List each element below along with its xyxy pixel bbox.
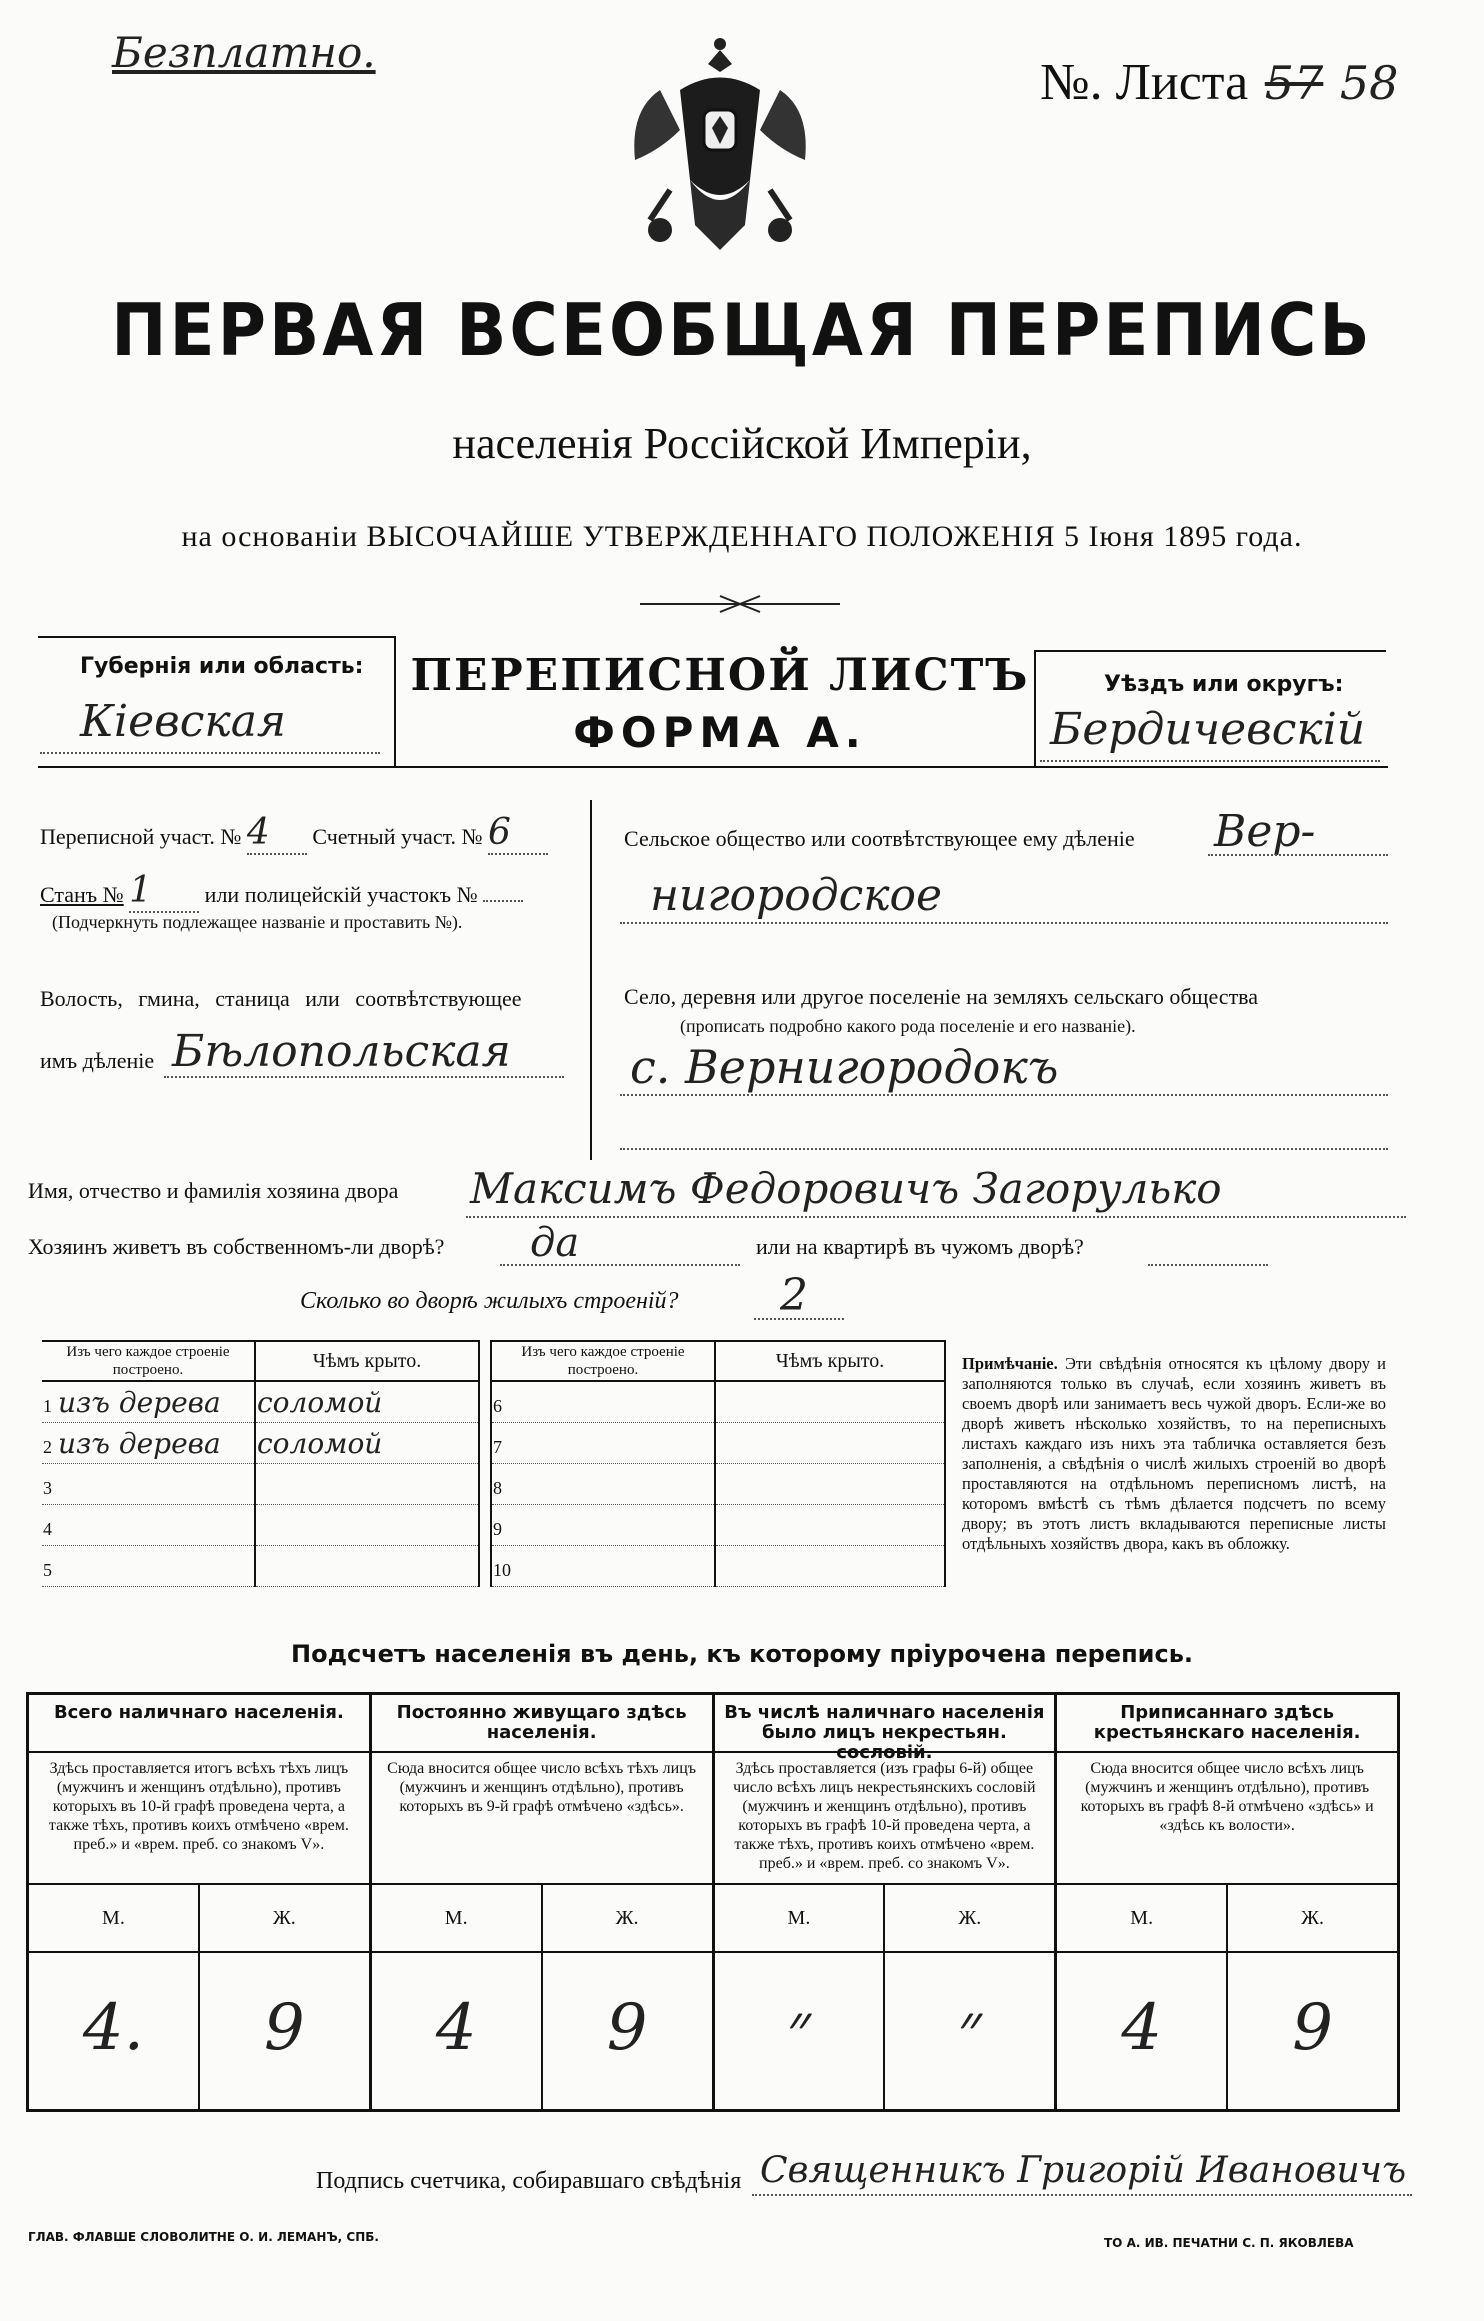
buildings-table-right: [490, 1340, 946, 1587]
building-roof: [715, 1381, 945, 1423]
count-table: [26, 1692, 1400, 2112]
building-material-cell: [491, 1464, 715, 1505]
sheet-label: №. Листа: [1040, 54, 1249, 111]
female-count: ״: [957, 1991, 982, 2065]
building-roof: [715, 1546, 945, 1587]
volost-label-2: имъ дѣленіе: [40, 1048, 155, 1073]
census-area-label: Переписной участ. №: [40, 824, 242, 849]
building-number: 8: [493, 1477, 502, 1498]
society-line-2: [620, 922, 1388, 924]
ornament-divider: [640, 592, 840, 616]
building-roof: [255, 1464, 479, 1505]
signature-value: Священникъ Григорій Ивановичъ: [760, 2150, 1407, 2191]
building-number: 2: [43, 1436, 52, 1457]
form-subtitle: ФОРМА А.: [573, 708, 867, 757]
note: [962, 1354, 1386, 1554]
female-count: 9: [606, 1991, 648, 2065]
building-row: [42, 1505, 479, 1546]
building-roof: [715, 1505, 945, 1546]
male-label: М.: [1057, 1885, 1228, 1951]
count-column: [29, 1695, 372, 2109]
rule: [394, 636, 396, 766]
building-row: [491, 1381, 945, 1423]
count-column-desc: Здѣсь проставляется (изъ графы 6-й) общее число всѣхъ лицъ некрестьянскихъ сословій (мужчинъ и женщинъ отдѣльно), противъ которыхъ въ графѣ 10-й проведена черта, а также тѣхъ, противъ коихъ отмѣчено «врем. преб.» и «врем. преб. со знакомъ V».: [715, 1753, 1055, 1885]
owner-name-line: [466, 1216, 1406, 1218]
building-material-cell: [42, 1546, 255, 1587]
own-yard-line: [500, 1264, 740, 1266]
district-line: [1040, 760, 1380, 762]
rule: [1034, 650, 1036, 768]
col-material-right: Изъ чего каждое строеніе построено.: [491, 1341, 715, 1381]
male-label: М.: [372, 1885, 543, 1951]
province-line: [40, 752, 380, 754]
society-line-1: [1208, 854, 1388, 856]
building-material-cell: [42, 1381, 255, 1423]
census-area: [40, 812, 548, 855]
imperial-eagle-emblem: [620, 30, 820, 270]
page-title: ПЕРВАЯ ВСЕОБЩАЯ ПЕРЕПИСЬ: [111, 288, 1373, 373]
village-label: Село, деревня или другое поселеніе на земляхъ сельскаго общества: [624, 984, 1259, 1009]
building-row: [42, 1423, 479, 1464]
owner-name-value: Максимъ Федоровичъ Загорулько: [470, 1164, 1222, 1213]
building-row: [42, 1464, 479, 1505]
signature-line: [752, 2194, 1412, 2196]
female-count: 9: [263, 1991, 305, 2065]
stan-value: 1: [129, 870, 199, 913]
rented-label: или на квартирѣ въ чужомъ дворѣ?: [756, 1234, 1084, 1259]
building-number: 7: [493, 1436, 502, 1457]
male-count: ״: [715, 1953, 886, 2109]
building-number: 4: [43, 1518, 52, 1539]
census-area-value: 4: [247, 812, 307, 855]
count-column: [1057, 1695, 1397, 2109]
printer-right: ТО А. ИВ. ПЕЧАТНИ С. П. ЯКОВЛЕВА: [1104, 2236, 1354, 2250]
building-row: [491, 1423, 945, 1464]
buildings-label: Сколько во дворѣ жилыхъ строеній?: [300, 1288, 679, 1314]
society-value-2: нигородское: [650, 870, 943, 921]
count-column-desc: Здѣсь проставляется итогъ всѣхъ тѣхъ лицъ (мужчинъ и женщинъ отдѣльно), противъ которыхъ въ 10-й графѣ проведена черта, а также тѣхъ, противъ коихъ отмѣчено «врем. преб.» и «врем. преб. со знакомъ V».: [29, 1753, 369, 1885]
col-material: Изъ чего каждое строеніе построено.: [42, 1341, 255, 1381]
province-value: Кіевская: [80, 696, 287, 747]
province-label: Губернія или область:: [80, 654, 364, 679]
female-count: 9: [1292, 1991, 1333, 2065]
col-roof-right: Чѣмъ крыто.: [715, 1341, 945, 1381]
building-material-cell: [491, 1423, 715, 1464]
own-yard-value: да: [530, 1220, 580, 1266]
female-label: Ж.: [272, 1907, 296, 1929]
count-column-desc: Сюда вносится общее число всѣхъ тѣхъ лицъ (мужчинъ и женщинъ отдѣльно), противъ которыхъ въ 9-й графѣ отмѣчено «здѣсь».: [372, 1753, 712, 1885]
village-line-2: [620, 1148, 1388, 1150]
building-number: 1: [43, 1395, 52, 1416]
building-row: [491, 1546, 945, 1587]
count-column-title: Постоянно живущаго здѣсь населенія.: [372, 1695, 712, 1753]
building-number: 5: [43, 1559, 52, 1580]
building-material-cell: [491, 1381, 715, 1423]
building-material: изъ дерева: [58, 1385, 221, 1419]
village-note: (прописать подробно какого рода поселеніе и его названіе).: [680, 1016, 1136, 1036]
buildings-line: [754, 1318, 844, 1320]
rented-line: [1148, 1264, 1268, 1266]
society-label: Сельское общество или соотвѣтствующее ему дѣленіе: [624, 826, 1135, 851]
count-column-title: Всего наличнаго населенія.: [29, 1695, 369, 1753]
male-label: М.: [29, 1885, 200, 1951]
building-roof: соломой: [255, 1423, 479, 1464]
sheet-number: [1040, 52, 1398, 112]
building-row: [42, 1381, 479, 1423]
col-roof: Чѣмъ крыто.: [255, 1341, 479, 1381]
signature-label: Подпись счетчика, собиравшаго свѣдѣнія: [316, 2168, 742, 2194]
building-number: 6: [493, 1395, 502, 1416]
stan-note: (Подчеркнуть подлежащее названіе и проставить №).: [52, 912, 463, 932]
count-column-title: Приписаннаго здѣсь крестьянскаго населенія.: [1057, 1695, 1397, 1753]
building-material-cell: [42, 1423, 255, 1464]
building-material-cell: [491, 1505, 715, 1546]
village-line-1: [620, 1094, 1388, 1096]
female-label: Ж.: [615, 1907, 639, 1929]
sheet-number-handwritten: 58: [1339, 56, 1399, 110]
male-count: 4.: [29, 1953, 200, 2109]
form-title: ПЕРЕПИСНОЙ ЛИСТЪ: [410, 650, 1030, 701]
volost-value: Бѣлопольская: [172, 1026, 511, 1077]
society-value-1: Вер-: [1214, 806, 1316, 857]
count-column: [372, 1695, 715, 2109]
printer-left: ГЛАВ. ФЛАВШЕ СЛОВОЛИТНЕ О. И. ЛЕМАНЪ, СПБ.: [28, 2230, 379, 2244]
building-number: 3: [43, 1477, 52, 1498]
note-text: Эти свѣдѣнія относятся къ цѣлому двору и заполняются только въ случаѣ, если хозяинъ живетъ въ своемъ дворѣ или занимаетъ весь чужой дворъ. Если-же во дворѣ живетъ нѣсколько хозяйствъ, то на переписныхъ листахъ каждаго изъ нихъ эта табличка оставляется безъ заполненія, а свѣдѣнія о числѣ жилыхъ строеній во дворѣ проставляются на отдѣльномъ переписномъ листѣ, на которомъ вмѣстѣ съ тѣмъ дѣлается подсчетъ по всему двору; въ этотъ листъ вкладываются переписные листы отдѣльныхъ хозяйствъ двора, какъ въ обложку.: [962, 1354, 1386, 1553]
own-yard-label: Хозяинъ живетъ въ собственномъ-ли дворѣ?: [28, 1234, 445, 1259]
male-count: 4: [372, 1953, 543, 2109]
legal-basis: на основаніи ВЫСОЧАЙШЕ УТВЕРЖДЕННАГО ПОЛОЖЕНІЯ 5 Іюня 1895 года.: [181, 520, 1303, 553]
rule: [38, 766, 1388, 768]
building-roof: [715, 1464, 945, 1505]
rule: [590, 800, 592, 1160]
free-label: Безплатно.: [112, 28, 376, 77]
building-row: [491, 1464, 945, 1505]
building-roof: соломой: [255, 1381, 479, 1423]
building-roof: [255, 1505, 479, 1546]
buildings-value: 2: [780, 1270, 808, 1321]
male-count: 4: [1057, 1953, 1228, 2109]
building-material-cell: [42, 1464, 255, 1505]
building-number: 9: [493, 1518, 502, 1539]
volost-label: Волость, гмина, станица или соотвѣтствующее: [40, 986, 522, 1011]
female-label: Ж.: [958, 1907, 982, 1929]
count-area-label: Счетный участ. №: [312, 824, 483, 849]
subtitle: населенія Россійской Имперіи,: [452, 419, 1032, 468]
stan-row: [40, 870, 523, 913]
note-title: Примѣчаніе.: [962, 1354, 1058, 1373]
buildings-table-left: [42, 1340, 480, 1587]
village-value: с. Вернигородокъ: [630, 1040, 1059, 1094]
district-label: Уѣздъ или округъ:: [1104, 672, 1344, 697]
building-number: 10: [493, 1559, 511, 1580]
count-column-title: Въ числѣ наличнаго населенія было лицъ некрестьян. сословій.: [715, 1695, 1055, 1753]
building-material-cell: [42, 1505, 255, 1546]
count-area-value: 6: [488, 812, 548, 855]
building-material: изъ дерева: [58, 1426, 221, 1460]
sheet-number-crossed: 57: [1264, 56, 1324, 110]
female-label: Ж.: [1301, 1907, 1325, 1929]
building-row: [42, 1546, 479, 1587]
stan-label: Станъ №: [40, 882, 124, 907]
district-value: Бердичевскій: [1050, 704, 1366, 755]
building-row: [491, 1505, 945, 1546]
rule: [1034, 650, 1386, 652]
count-column: [715, 1695, 1058, 2109]
building-material-cell: [491, 1546, 715, 1587]
building-roof: [715, 1423, 945, 1464]
count-column-desc: Сюда вносится общее число всѣхъ лицъ (мужчинъ и женщинъ отдѣльно), противъ которыхъ въ графѣ 8-й отмѣчено «здѣсь» и «здѣсь къ волости».: [1057, 1753, 1397, 1885]
count-heading: Подсчетъ населенія въ день, къ которому пріурочена перепись.: [291, 1640, 1193, 1668]
rule: [38, 636, 396, 638]
volost-line: [164, 1076, 564, 1078]
male-label: М.: [715, 1885, 886, 1951]
building-roof: [255, 1546, 479, 1587]
police-label: или полицейскій участокъ №: [204, 882, 478, 907]
owner-name-label: Имя, отчество и фамилія хозяина двора: [28, 1178, 399, 1203]
